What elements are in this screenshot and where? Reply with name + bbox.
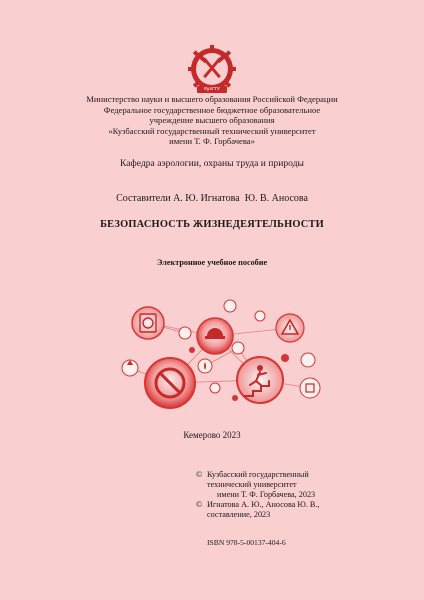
book-subtitle: Электронное учебное пособие [156,258,268,267]
safety-icons-collage [110,288,326,418]
logo-ribbon-text: КузГТУ [204,86,220,91]
ministry-line: Министерство науки и высшего образования Российской Федерации [86,94,338,104]
ministry-line: учреждение высшего образования [149,115,275,126]
ministry-line: «Кузбасский государственный технический университет [108,125,316,136]
ministry-line: Федеральное государственное бюджетное образовательное [103,104,321,115]
copyright-symbol: © [196,470,203,479]
copyright-symbol: © [196,500,203,509]
isbn: ISBN 978-5-00137-404-6 [207,538,286,547]
copyright-line: составление, 2023 [207,510,271,519]
copyright-line: Игнатова А. Ю., Аносова Ю. В., [207,500,320,509]
copyright-entry [196,500,396,520]
copyright-entry [196,470,396,500]
book-title: БЕЗОПАСНОСТЬ ЖИЗНЕДЕЯТЕЛЬНОСТИ [100,219,324,230]
city-year: Кемерово 2023 [183,430,241,440]
copyright-line: имени Т. Ф. Горбачева, 2023 [217,490,316,499]
authors: Составители А. Ю. Игнатова Ю. В. Аносова [116,193,308,204]
ministry-line: имени Т. Ф. Горбачева» [169,136,255,147]
copyright-line: Кузбасский государственный [207,470,309,479]
copyright-block [196,470,396,520]
copyright-line: технический университет [207,480,297,489]
department: Кафедра аэрологии, охраны труда и природы [120,158,304,169]
ministry-block [0,94,424,147]
